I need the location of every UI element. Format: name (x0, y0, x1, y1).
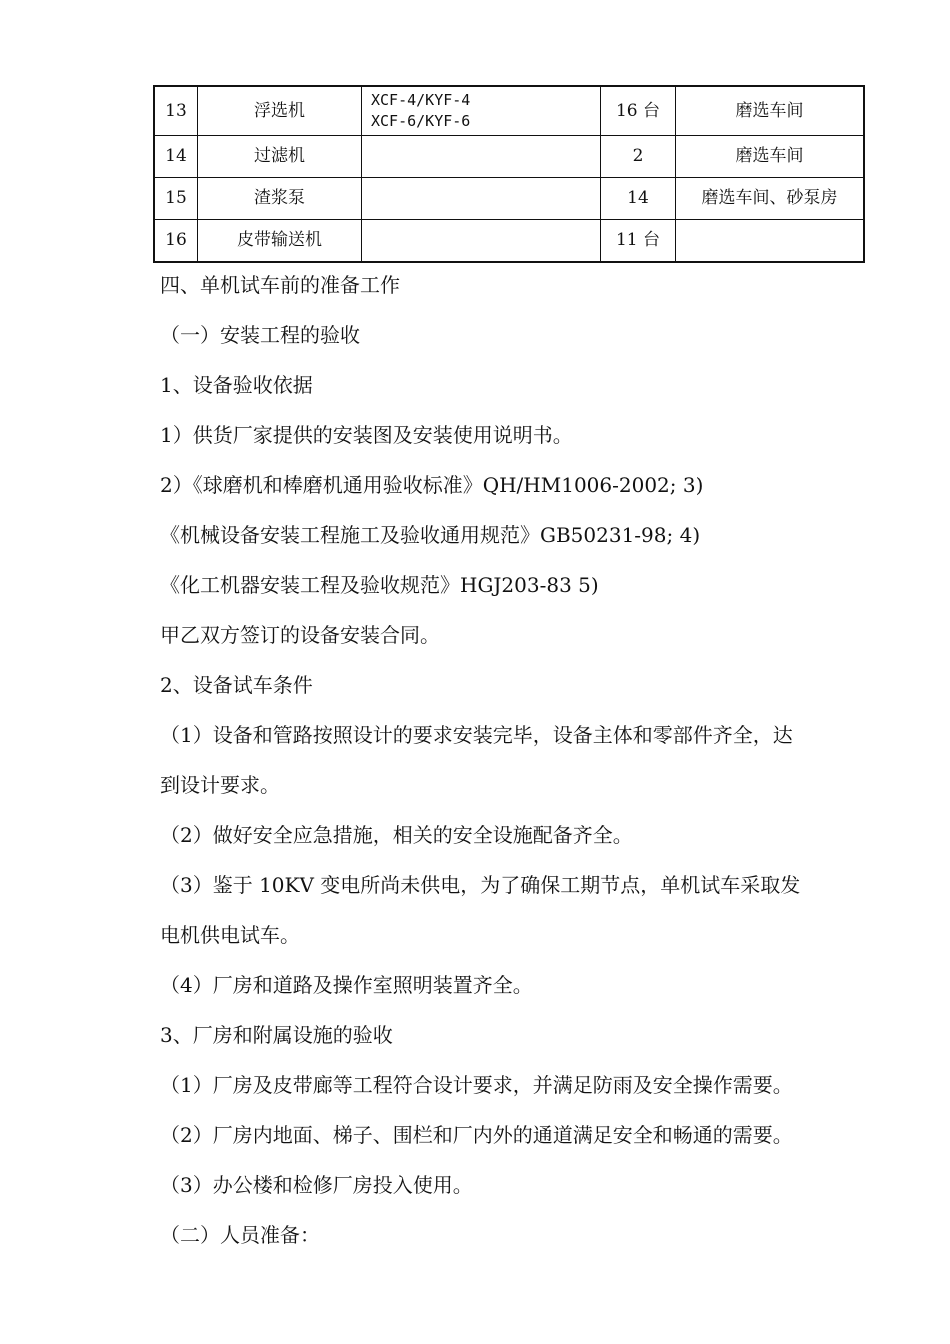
item-heading: 2、设备试车条件 (160, 673, 313, 697)
model-line: XCF-4/KYF-4 (371, 91, 471, 109)
subsection-heading: （一）安装工程的验收 (160, 323, 360, 347)
item-heading: 3、厂房和附属设施的验收 (160, 1023, 393, 1047)
cell-no: 15 (154, 178, 198, 220)
cell-name: 皮带输送机 (198, 220, 362, 263)
table-row (154, 178, 864, 220)
cell-model (362, 136, 601, 178)
paragraph-line: 电机供电试车。 (160, 923, 300, 947)
cell-qty: 14 (601, 178, 676, 220)
equipment-table (153, 85, 865, 263)
cell-name: 浮选机 (198, 86, 362, 136)
table-row (154, 220, 864, 263)
paragraph-line: 到设计要求。 (160, 773, 280, 797)
paragraph-line: （3）鉴于 10KV 变电所尚未供电，为了确保工期节点，单机试车采取发 (160, 873, 801, 897)
cell-model (362, 86, 601, 136)
paragraph-line: 甲乙双方签订的设备安装合同。 (160, 623, 440, 647)
section-heading: 四、单机试车前的准备工作 (160, 273, 400, 297)
paragraph-line: 《化工机器安装工程及验收规范》HGJ203-83 5) (160, 573, 599, 597)
cell-location: 磨选车间 (676, 86, 865, 136)
table-row (154, 136, 864, 178)
table-row (154, 86, 864, 136)
cell-model (362, 178, 601, 220)
cell-no: 14 (154, 136, 198, 178)
cell-qty: 2 (601, 136, 676, 178)
cell-qty: 16 台 (601, 86, 676, 136)
cell-location (676, 220, 865, 263)
paragraph-line: 1）供货厂家提供的安装图及安装使用说明书。 (160, 423, 573, 447)
cell-name: 渣浆泵 (198, 178, 362, 220)
item-heading: 1、设备验收依据 (160, 373, 313, 397)
paragraph-line: （1）设备和管路按照设计的要求安装完毕，设备主体和零部件齐全，达 (160, 723, 793, 747)
paragraph-line: （4）厂房和道路及操作室照明装置齐全。 (160, 973, 533, 997)
cell-no: 13 (154, 86, 198, 136)
paragraph-line: （1）厂房及皮带廊等工程符合设计要求，并满足防雨及安全操作需要。 (160, 1073, 793, 1097)
cell-name: 过滤机 (198, 136, 362, 178)
paragraph-line: （2）厂房内地面、梯子、围栏和厂内外的通道满足安全和畅通的需要。 (160, 1123, 793, 1147)
paragraph-line: 《机械设备安装工程施工及验收通用规范》GB50231-98; 4) (160, 523, 701, 547)
paragraph-line: 2）《球磨机和棒磨机通用验收标准》QH/HM1006-2002; 3) (160, 473, 704, 497)
cell-qty: 11 台 (601, 220, 676, 263)
model-line: XCF-6/KYF-6 (371, 112, 471, 130)
cell-no: 16 (154, 220, 198, 263)
paragraph-line: （3）办公楼和检修厂房投入使用。 (160, 1173, 473, 1197)
subsection-heading: （二）人员准备： (160, 1223, 320, 1247)
cell-location: 磨选车间 (676, 136, 865, 178)
paragraph-line: （2）做好安全应急措施，相关的安全设施配备齐全。 (160, 823, 633, 847)
cell-model (362, 220, 601, 263)
cell-location: 磨选车间、砂泵房 (676, 178, 865, 220)
